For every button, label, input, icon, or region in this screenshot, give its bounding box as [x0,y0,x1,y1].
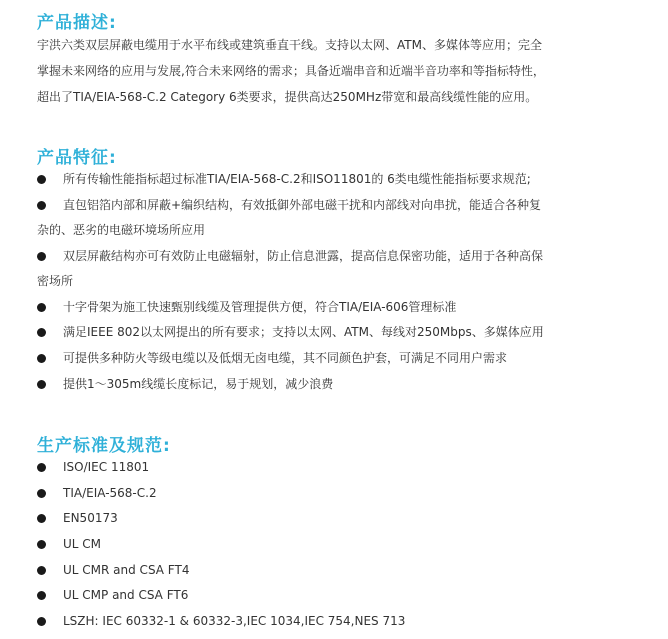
description-line: 超出了TIA/EIA-568-C.2 Category 6类要求，提供高达250MHz带宽和最高线缆性能的应用。 [37,90,538,104]
bullet-icon [37,328,46,337]
standard-text: UL CMP and CSA FT6 [63,588,189,602]
standard-text: LSZH: IEC 60332-1 & 60332-3,IEC 1034,IEC 754,NES 713 [63,614,406,628]
description-line: 掌握未来网络的应用与发展,符合未来网络的需求；具备近端串音和近端半音功率和等指标特性， [37,64,545,78]
feature-text: 十字骨架为施工快速甄别线缆及管理提供方便，符合TIA/EIA-606管理标准 [63,300,457,314]
bullet-icon [37,540,46,549]
features-title: 产品特征: [37,148,117,168]
bullet-icon [37,489,46,498]
standard-text: ISO/IEC 11801 [63,460,150,474]
description-line: 宇洪六类双层屏蔽电缆用于水平布线或建筑垂直干线。支持以太网、ATM、多媒体等应用；完全 [37,38,542,52]
bullet-icon [37,514,46,523]
feature-text: 可提供多种防火等级电缆以及低烟无卤电缆，其不同颜色护套，可满足不同用户需求 [63,351,508,365]
standard-text: UL CM [63,537,102,551]
feature-text-continued: 杂的、恶劣的电磁环境场所应用 [37,223,206,237]
feature-text: 所有传输性能指标超过标准TIA/EIA-568-C.2和ISO11801的 6类电缆性能指标要求规范; [63,172,531,186]
feature-text: 满足IEEE 802以太网提出的所有要求；支持以太网、ATM、每线对250Mbps、多媒体应用 [63,325,544,339]
bullet-icon [37,566,46,575]
standard-text: EN50173 [63,511,118,525]
bullet-icon [37,591,46,600]
description-title: 产品描述: [37,13,117,33]
standard-text: UL CMR and CSA FT4 [63,563,190,577]
bullet-icon [37,252,46,261]
feature-text-continued: 密场所 [37,274,74,288]
standards-title: 生产标准及规范: [37,436,171,456]
bullet-icon [37,354,46,363]
standard-text: TIA/EIA-568-C.2 [63,486,157,500]
feature-text: 直包铝箔内部和屏蔽+编织结构，有效抵御外部电磁干扰和内部线对向串扰，能适合各种复 [63,198,542,212]
feature-text: 提供1～305m线缆长度标记，易于规划，减少浪费 [63,377,334,391]
bullet-icon [37,380,46,389]
bullet-icon [37,201,46,210]
bullet-icon [37,617,46,626]
bullet-icon [37,303,46,312]
feature-text: 双层屏蔽结构亦可有效防止电磁辐射，防止信息泄露，提高信息保密功能，适用于各种高保 [63,249,544,263]
bullet-icon [37,463,46,472]
bullet-icon [37,175,46,184]
